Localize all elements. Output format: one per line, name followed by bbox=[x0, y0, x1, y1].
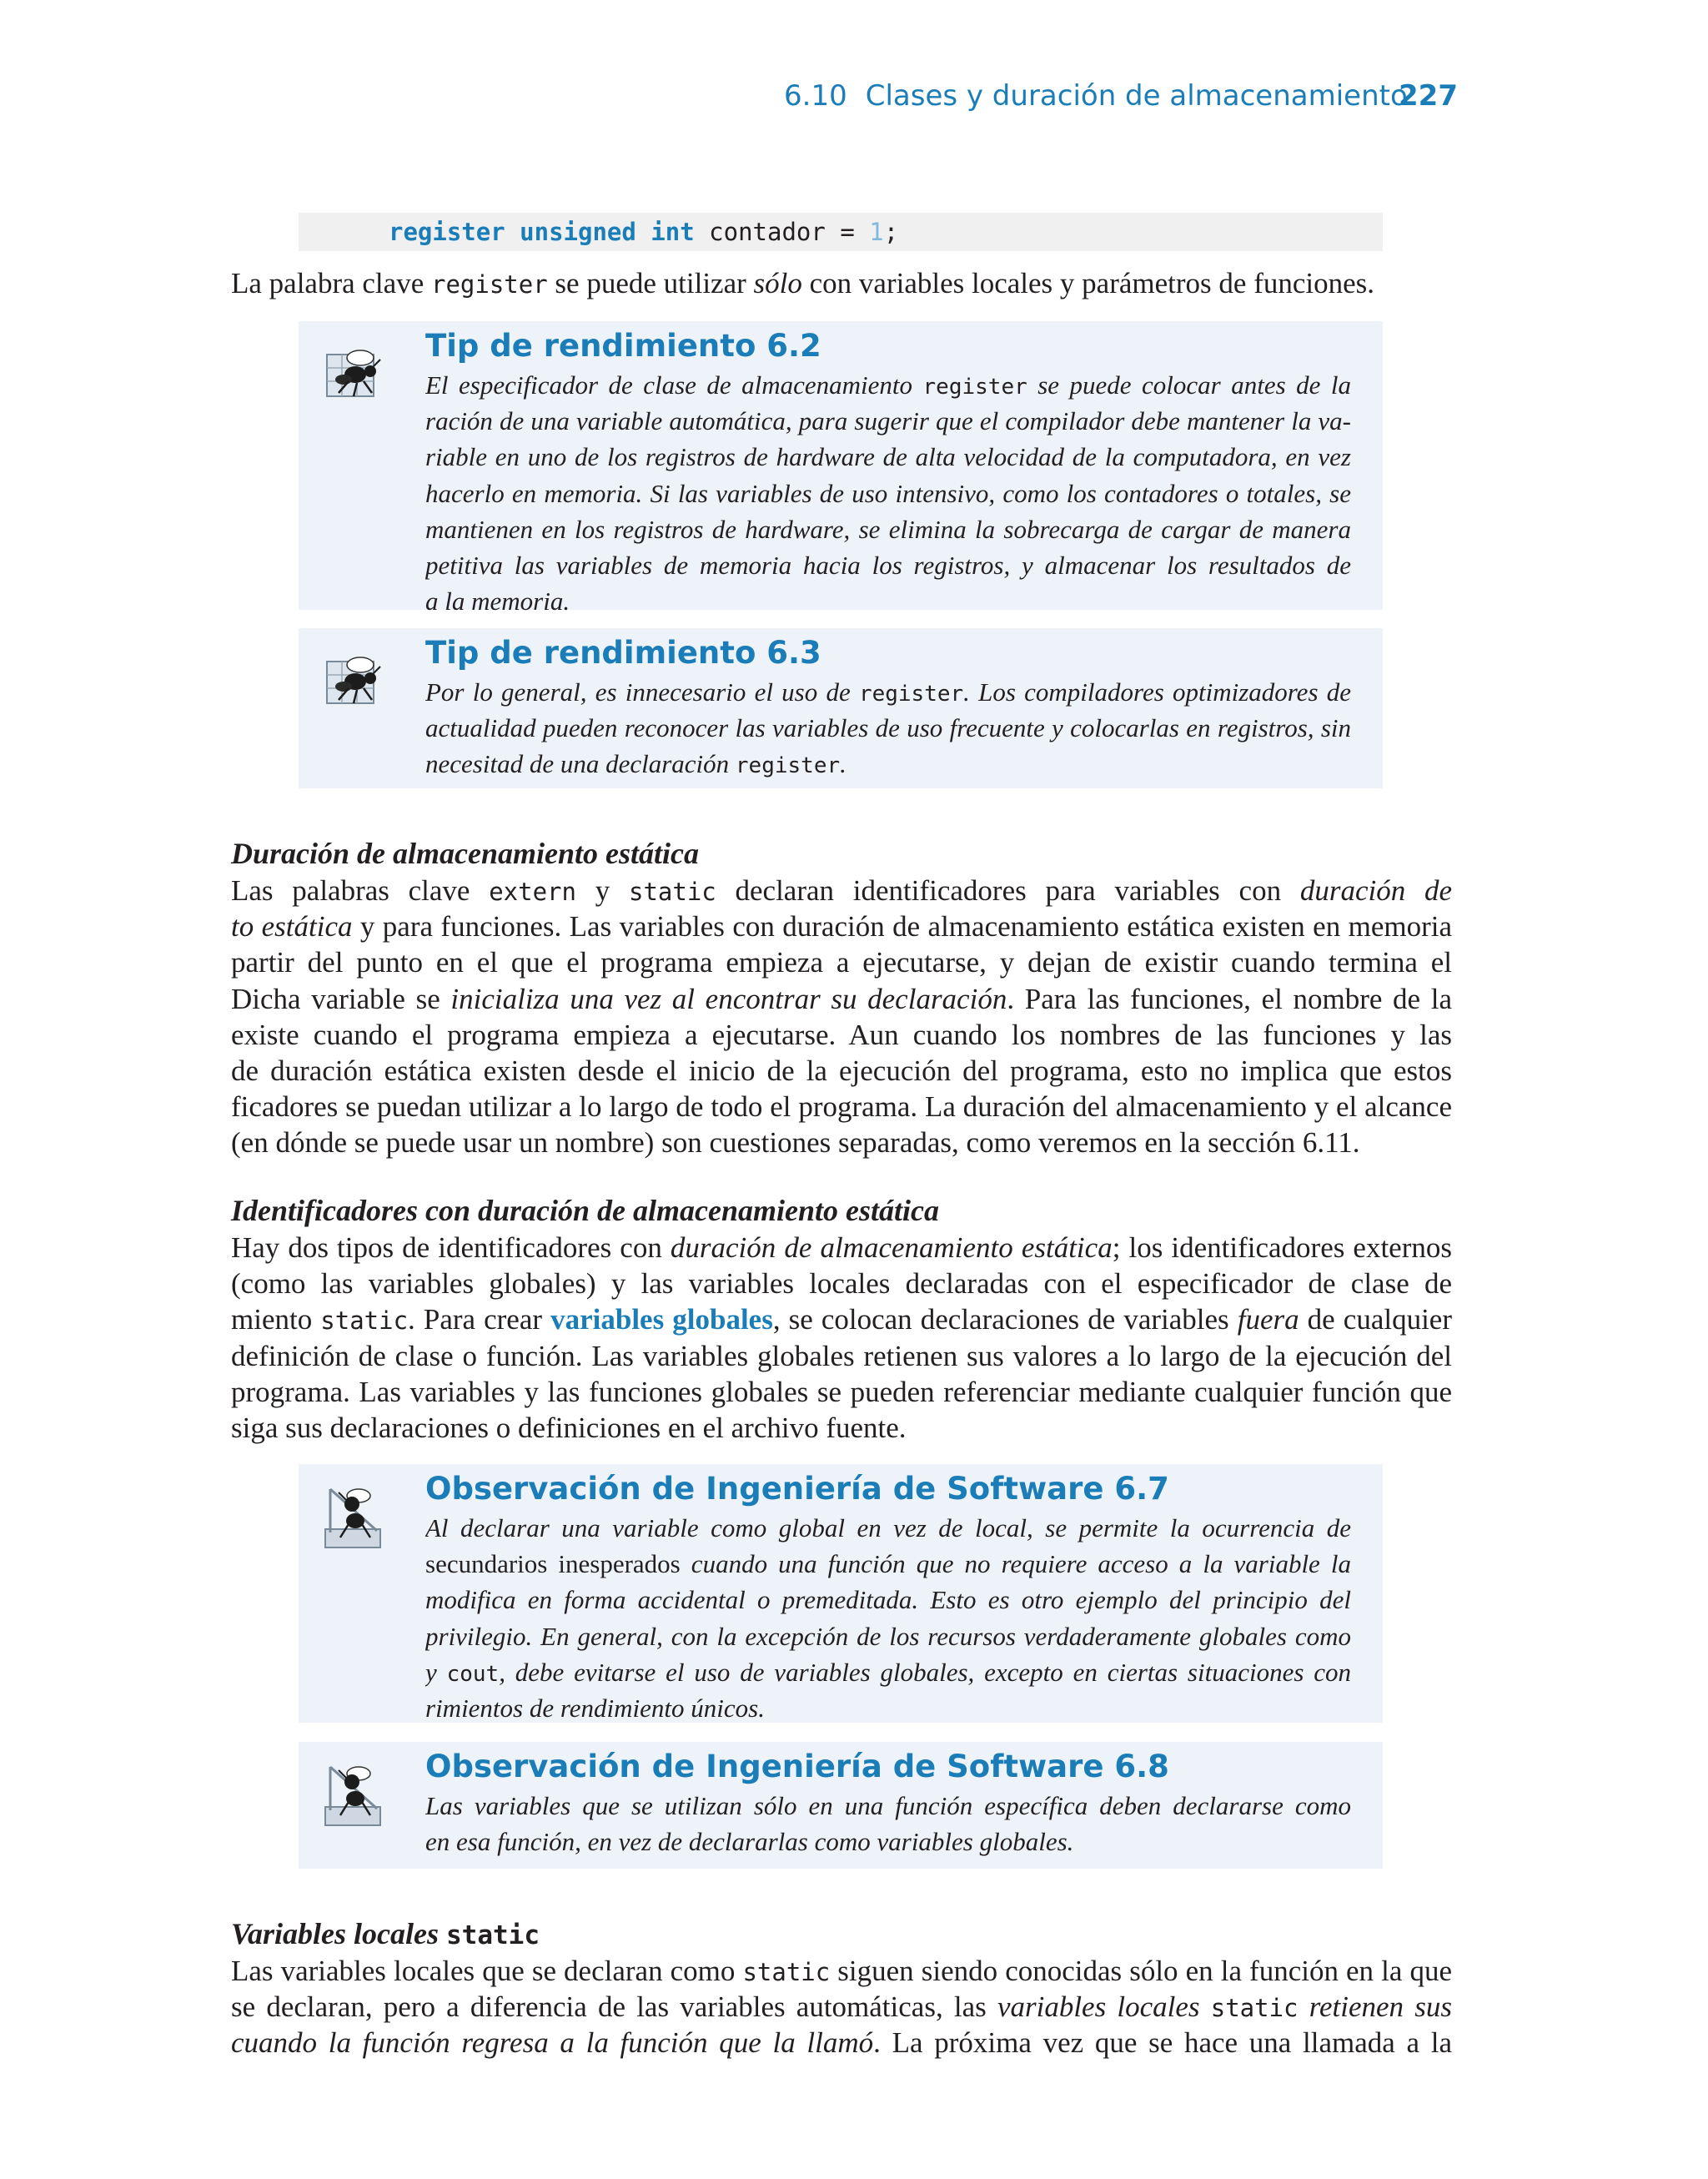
inline-code: register bbox=[735, 753, 841, 779]
text-run: con variables locales y parámetros de funciones. bbox=[801, 267, 1375, 299]
text-line: (en dónde se puede usar un nombre) son cuestiones separadas, como veremos en la sección 6.11. bbox=[231, 1126, 1360, 1160]
ant-engineer-icon bbox=[324, 1482, 384, 1552]
inline-code: static bbox=[446, 1920, 540, 1950]
subsection-heading bbox=[231, 1916, 540, 1951]
text-run: Dicha variable se bbox=[231, 982, 451, 1015]
box-body bbox=[425, 1512, 1351, 1725]
code-keyword: unsigned bbox=[520, 218, 636, 246]
text-run: . Para crear bbox=[408, 1303, 551, 1336]
text-run: cuando una función que no requiere acceso a la variable la bbox=[680, 1549, 1351, 1579]
box-body bbox=[425, 1789, 1351, 1859]
text-run: se puede colocar antes de la bbox=[1037, 370, 1351, 400]
box-title: Observación de Ingeniería de Software 6.7 bbox=[425, 1471, 1169, 1507]
text-run: Por lo general, es innecesario el uso de bbox=[425, 677, 859, 707]
code-keyword: register bbox=[389, 218, 505, 246]
box-body bbox=[425, 369, 1351, 618]
text-run: . bbox=[840, 749, 846, 779]
performance-tip-6-3 bbox=[299, 628, 1383, 788]
text-line: definición de clase o función. Las variables globales retienen sus valores a lo largo de la ejecución del bbox=[231, 1339, 1452, 1372]
subsection-heading: Duración de almacenamiento estática bbox=[231, 837, 699, 870]
box-title: Tip de rendimiento 6.2 bbox=[425, 328, 821, 364]
emphasis: inicializa una vez al encontrar su declaración bbox=[450, 982, 1007, 1015]
text-run: El especificador de clase de almacenamiento bbox=[425, 370, 923, 400]
code-identifier: contador bbox=[709, 218, 826, 246]
text-line: en esa función, en vez de declararlas como variables globales. bbox=[425, 1827, 1074, 1857]
text-run: se puede utilizar bbox=[547, 267, 754, 299]
text-line: programa. Las variables y las funciones globales se pueden referenciar mediante cualquier función que bbox=[231, 1375, 1452, 1408]
emphasis: variables locales bbox=[997, 1990, 1211, 2024]
key-term: variables globales bbox=[550, 1303, 773, 1336]
text-run: siguen siendo conocidas sólo en la función en la que bbox=[830, 1955, 1452, 1987]
text-line: ración de una variable automática, para sugerir que el compilador debe mantener la va- bbox=[425, 406, 1351, 436]
text-line: petitiva las variables de memoria hacia los registros, y almacenar los resultados de bbox=[425, 550, 1351, 580]
page-number: 227 bbox=[1399, 79, 1458, 113]
emphasis: duración de almacenamiento estática bbox=[670, 1231, 1113, 1264]
performance-tip-6-2 bbox=[299, 321, 1383, 616]
emphasis: sólo bbox=[753, 267, 802, 299]
code-line bbox=[389, 218, 898, 246]
box-title: Tip de rendimiento 6.3 bbox=[425, 635, 821, 671]
text-line: a la memoria. bbox=[425, 586, 570, 616]
text-run: secundarios inesperados bbox=[425, 1549, 681, 1579]
text-run: . Los compiladores optimizadores de bbox=[963, 677, 1351, 707]
text-run: de cualquier bbox=[1299, 1303, 1452, 1336]
box-title: Observación de Ingeniería de Software 6.8 bbox=[425, 1749, 1169, 1784]
static-locals-paragraph bbox=[231, 1953, 1452, 2061]
text-run: Al declarar una variable como global en vez de local, se permite la ocurrencia de bbox=[425, 1513, 1351, 1542]
text-run: La palabra clave bbox=[231, 267, 431, 299]
text-run: declaran identificadores para variables con bbox=[716, 874, 1300, 907]
text-run: Hay dos tipos de identificadores con bbox=[231, 1231, 671, 1264]
code-terminator: ; bbox=[883, 218, 899, 246]
section-heading bbox=[784, 79, 1408, 113]
static-duration-paragraph bbox=[231, 873, 1452, 1161]
inline-code: static bbox=[628, 878, 716, 906]
inline-code: static bbox=[1210, 1994, 1299, 2023]
heading-text: Variables locales bbox=[231, 1917, 446, 1950]
software-engineering-observation-6-7 bbox=[299, 1464, 1383, 1723]
code-operator: = bbox=[840, 218, 855, 246]
text-line: existe cuando el programa empieza a ejecutarse. Aun cuando los nombres de las funciones y las bbox=[231, 1018, 1452, 1051]
text-run: necesitad de una declaración bbox=[425, 749, 736, 779]
inline-code: cout bbox=[446, 1661, 500, 1687]
code-keyword: int bbox=[651, 218, 695, 246]
text-run: miento bbox=[231, 1303, 321, 1336]
box-body bbox=[425, 676, 1351, 783]
text-run: Las variables locales que se declaran como bbox=[231, 1955, 743, 1987]
text-line: modifica en forma accidental o premeditada. Esto es otro ejemplo del principio del bbox=[425, 1585, 1351, 1615]
emphasis: to estática bbox=[231, 910, 353, 944]
text-line: actualidad pueden reconocer las variables de uso frecuente y colocarlas en registros, sin bbox=[425, 713, 1351, 743]
text-run: . La próxima vez que se hace una llamada a la bbox=[873, 2026, 1452, 2060]
intro-paragraph bbox=[231, 265, 1452, 303]
inline-code: static bbox=[742, 1958, 831, 1986]
emphasis: retienen sus bbox=[1309, 1990, 1452, 2024]
section-title: Clases y duración de almacenamiento bbox=[865, 79, 1408, 113]
code-literal: 1 bbox=[869, 218, 884, 246]
text-run: y para funciones. Las variables con duración de almacenamiento estática existen en memoria bbox=[359, 910, 1452, 944]
text-run: Las palabras clave bbox=[231, 874, 490, 907]
emphasis: duración de bbox=[1299, 874, 1452, 907]
bug-icon bbox=[324, 647, 384, 717]
text-line: partir del punto en el que el programa empieza a ejecutarse, y dejan de existir cuando termina el bbox=[231, 946, 1452, 979]
text-line: rimientos de rendimiento únicos. bbox=[425, 1693, 765, 1723]
text-line: riable en uno de los registros de hardware de alta velocidad de la computadora, en vez bbox=[425, 442, 1351, 472]
emphasis: cuando la función regresa a la función que la llamó bbox=[231, 2026, 874, 2060]
code-block bbox=[299, 213, 1383, 251]
text-run: , debe evitarse el uso de variables globales, excepto en ciertas situaciones con bbox=[499, 1657, 1351, 1687]
text-run: y bbox=[575, 874, 629, 907]
identifiers-paragraph bbox=[231, 1230, 1452, 1446]
software-engineering-observation-6-8 bbox=[299, 1742, 1383, 1869]
text-run: . Para las funciones, el nombre de la bbox=[1007, 982, 1452, 1015]
text-run: se declaran, pero a diferencia de las variables automáticas, las bbox=[231, 1990, 997, 2024]
subsection-heading: Identificadores con duración de almacenamiento estática bbox=[231, 1194, 939, 1227]
inline-code: register bbox=[430, 270, 548, 299]
text-line: siga sus declaraciones o definiciones en el archivo fuente. bbox=[231, 1411, 907, 1444]
emphasis: fuera bbox=[1237, 1303, 1299, 1336]
text-line: hacerlo en memoria. Si las variables de uso intensivo, como los contadores o totales, se bbox=[425, 478, 1351, 508]
inline-code: register bbox=[858, 682, 964, 707]
text-line: de duración estática existen desde el inicio de la ejecución del programa, esto no implica que estos bbox=[231, 1054, 1452, 1087]
text-run: privilegio. En general, con la excepción de los recursos verdaderamente globales como bbox=[425, 1621, 1351, 1651]
inline-code: static bbox=[320, 1306, 409, 1336]
text-line: Las variables que se utilizan sólo en una función específica deben declararse como bbox=[425, 1791, 1351, 1820]
running-header bbox=[0, 79, 1708, 121]
text-line: (como las variables globales) y las variables locales declaradas con el especificador de clase de bbox=[231, 1267, 1452, 1301]
section-number: 6.10 bbox=[784, 79, 847, 113]
text-run: ; los identificadores externos bbox=[1112, 1231, 1452, 1264]
text-run: y bbox=[425, 1657, 447, 1687]
bug-icon bbox=[324, 340, 384, 410]
text-line: ficadores se puedan utilizar a lo largo de todo el programa. La duración del almacenamiento y el alcance bbox=[231, 1090, 1452, 1124]
text-run: , se colocan declaraciones de variables bbox=[772, 1303, 1238, 1336]
inline-code: register bbox=[922, 375, 1027, 400]
inline-code: extern bbox=[489, 878, 576, 906]
text-line: mantienen en los registros de hardware, se elimina la sobrecarga de cargar de manera bbox=[425, 514, 1351, 544]
ant-engineer-icon bbox=[324, 1760, 384, 1830]
